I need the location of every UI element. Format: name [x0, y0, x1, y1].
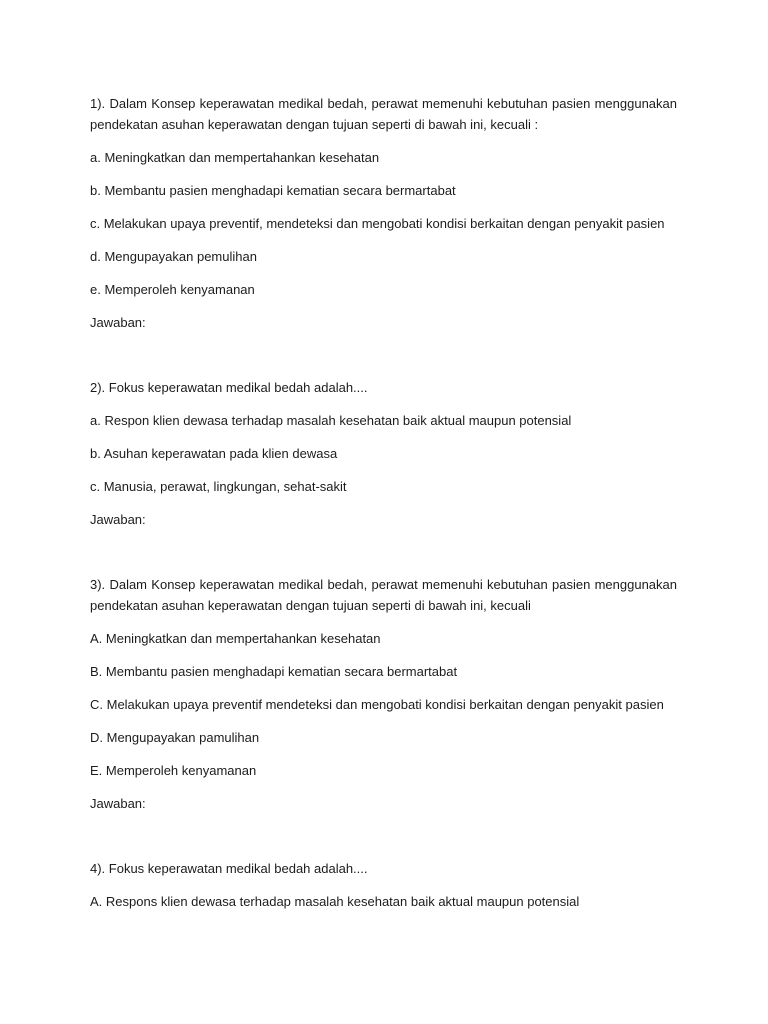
question-3-option-c: C. Melakukan upaya preventif mendeteksi dan mengobati kondisi berkaitan dengan penyakit pasien — [90, 697, 664, 712]
question-2-text: 2). Fokus keperawatan medikal bedah adalah.... — [90, 380, 368, 395]
question-3-option-e: E. Memperoleh kenyamanan — [90, 763, 257, 778]
question-2-option-b: b. Asuhan keperawatan pada klien dewasa — [90, 446, 338, 461]
question-1-option-a: a. Meningkatkan dan mempertahankan kesehatan — [90, 150, 380, 165]
question-1-answer-label: Jawaban: — [90, 315, 146, 330]
question-2-option-a: a. Respon klien dewasa terhadap masalah kesehatan baik aktual maupun potensial — [90, 413, 572, 428]
question-1-option-e: e. Memperoleh kenyamanan — [90, 282, 255, 297]
question-3-option-a: A. Meningkatkan dan mempertahankan kesehatan — [90, 631, 381, 646]
question-3-option-b: B. Membantu pasien menghadapi kematian secara bermartabat — [90, 664, 458, 679]
question-3-text: 3). Dalam Konsep keperawatan medikal bedah, perawat memenuhi kebutuhan pasien menggunakan pendekatan asuhan keperawatan dengan tujuan seperti di bawah ini, kecuali — [90, 577, 677, 613]
question-4-text: 4). Fokus keperawatan medikal bedah adalah.... — [90, 861, 368, 876]
question-2 — [90, 377, 677, 530]
question-3-option-d: D. Mengupayakan pamulihan — [90, 730, 260, 745]
question-1 — [90, 93, 677, 333]
question-4-option-a: A. Respons klien dewasa terhadap masalah kesehatan baik aktual maupun potensial — [90, 894, 580, 909]
question-2-answer-label: Jawaban: — [90, 512, 146, 527]
question-1-option-d: d. Mengupayakan pemulihan — [90, 249, 257, 264]
question-4 — [90, 858, 677, 912]
question-2-option-c: c. Manusia, perawat, lingkungan, sehat-sakit — [90, 479, 347, 494]
question-1-option-b: b. Membantu pasien menghadapi kematian secara bermartabat — [90, 183, 456, 198]
question-3-answer-label: Jawaban: — [90, 796, 146, 811]
question-1-text: 1). Dalam Konsep keperawatan medikal bedah, perawat memenuhi kebutuhan pasien menggunakan pendekatan asuhan keperawatan dengan tujuan seperti di bawah ini, kecuali : — [90, 96, 677, 132]
question-3 — [90, 574, 677, 814]
question-1-option-c: c. Melakukan upaya preventif, mendeteksi dan mengobati kondisi berkaitan dengan penyakit pasien — [90, 216, 665, 231]
